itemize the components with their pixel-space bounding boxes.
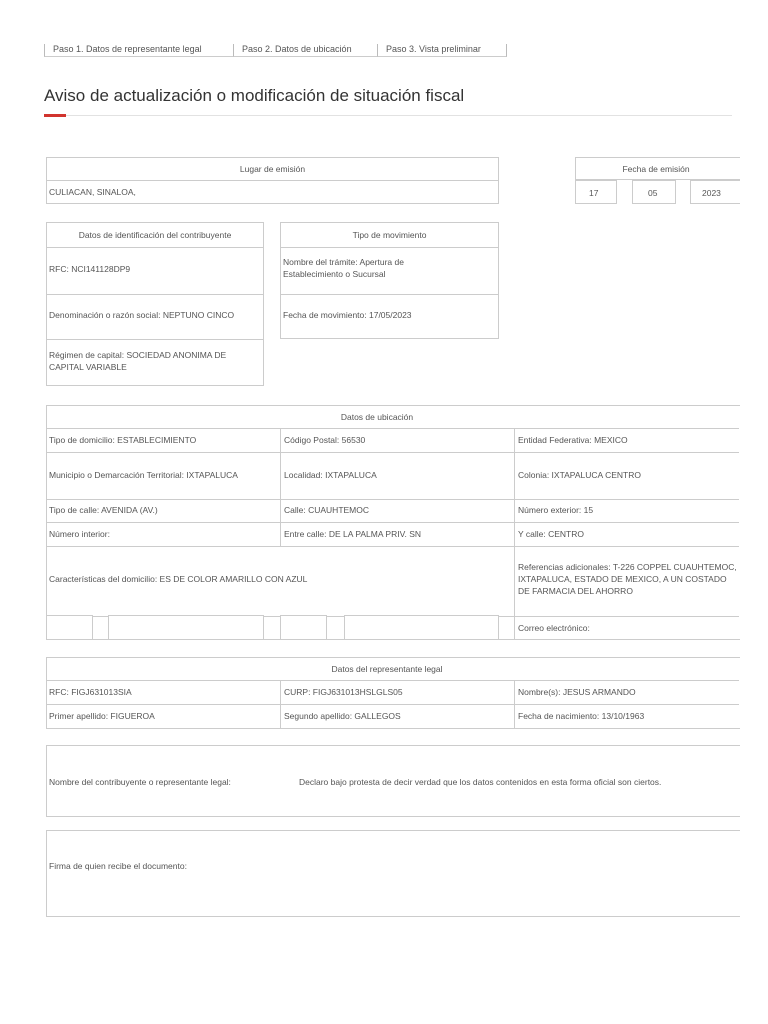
location-header: Datos de ubicación bbox=[340, 412, 414, 422]
location-empty-field bbox=[344, 615, 499, 640]
representative-header: Datos del representante legal bbox=[331, 664, 443, 674]
emission-place-value: CULIACAN, SINALOA, bbox=[49, 187, 136, 197]
emission-day: 17 bbox=[589, 188, 599, 198]
location-references: Referencias adicionales: T-226 COPPEL CUAUHTEMOC, IXTAPALUCA, ESTADO DE MEXICO, A UN COSTADO DE FARMACIA DEL AHORRO bbox=[518, 562, 737, 596]
emission-date-header: Fecha de emisión bbox=[622, 164, 690, 174]
location-domicile-type: Tipo de domicilio: ESTABLECIMIENTO bbox=[49, 435, 197, 445]
signature-box bbox=[46, 830, 740, 917]
movement-box bbox=[280, 222, 499, 339]
location-email: Correo electrónico: bbox=[518, 623, 590, 633]
page-title: Aviso de actualización o modificación de situación fiscal bbox=[44, 86, 465, 105]
location-street: Calle: CUAUHTEMOC bbox=[284, 505, 370, 515]
movement-date: Fecha de movimiento: 17/05/2023 bbox=[283, 310, 412, 320]
location-locality: Localidad: IXTAPALUCA bbox=[284, 470, 377, 480]
representative-box bbox=[46, 657, 740, 729]
location-box bbox=[46, 405, 740, 640]
tab-step-1[interactable]: Paso 1. Datos de representante legal bbox=[44, 44, 234, 57]
emission-year-box bbox=[690, 180, 740, 204]
emission-day-box bbox=[575, 180, 617, 204]
emission-month: 05 bbox=[648, 188, 658, 198]
location-empty-field bbox=[108, 615, 264, 640]
title-divider bbox=[44, 115, 732, 116]
representative-second-surname: Segundo apellido: GALLEGOS bbox=[284, 711, 401, 721]
location-postal-code: Código Postal: 56530 bbox=[284, 435, 366, 445]
representative-rfc: RFC: FIGJ631013SIA bbox=[49, 687, 132, 697]
location-street-type: Tipo de calle: AVENIDA (AV.) bbox=[49, 505, 158, 515]
representative-names: Nombre(s): JESUS ARMANDO bbox=[518, 687, 636, 697]
representative-birth-date: Fecha de nacimiento: 13/10/1963 bbox=[518, 711, 645, 721]
location-state: Entidad Federativa: MEXICO bbox=[518, 435, 628, 445]
emission-month-box bbox=[632, 180, 676, 204]
declaration-label: Nombre del contribuyente o representante legal: bbox=[49, 777, 231, 787]
taxpayer-regime: Régimen de capital: SOCIEDAD ANONIMA DE CAPITAL VARIABLE bbox=[49, 350, 227, 372]
taxpayer-name: Denominación o razón social: NEPTUNO CINCO bbox=[49, 310, 235, 320]
representative-curp: CURP: FIGJ631013HSLGLS05 bbox=[284, 687, 403, 697]
location-int-number: Número interior: bbox=[49, 529, 110, 539]
location-ext-number: Número exterior: 15 bbox=[518, 505, 594, 515]
location-between-street: Entre calle: DE LA PALMA PRIV. SN bbox=[284, 529, 422, 539]
location-features: Características del domicilio: ES DE COLOR AMARILLO CON AZUL bbox=[49, 574, 308, 584]
emission-place-box bbox=[46, 157, 499, 204]
location-empty-field bbox=[46, 615, 93, 640]
emission-year: 2023 bbox=[702, 188, 721, 198]
signature-label: Firma de quien recibe el documento: bbox=[49, 861, 187, 871]
taxpayer-box bbox=[46, 222, 264, 386]
tab-step-2[interactable]: Paso 2. Datos de ubicación bbox=[234, 44, 378, 57]
location-and-street: Y calle: CENTRO bbox=[518, 529, 584, 539]
emission-place-header: Lugar de emisión bbox=[239, 164, 306, 174]
taxpayer-header: Datos de identificación del contribuyente bbox=[78, 230, 232, 240]
taxpayer-rfc: RFC: NCI141128DP9 bbox=[49, 264, 131, 274]
movement-procedure: Nombre del trámite: Apertura de Establecimiento o Sucursal bbox=[283, 257, 404, 279]
location-empty-field bbox=[280, 615, 327, 640]
declaration-text: Declaro bajo protesta de decir verdad que los datos contenidos en esta forma oficial son ciertos. bbox=[299, 777, 662, 787]
tab-step-3[interactable]: Paso 3. Vista preliminar bbox=[378, 44, 507, 57]
declaration-box bbox=[46, 745, 740, 817]
location-colony: Colonia: IXTAPALUCA CENTRO bbox=[518, 470, 641, 480]
movement-header: Tipo de movimiento bbox=[352, 230, 427, 240]
emission-date-box bbox=[575, 157, 740, 180]
representative-first-surname: Primer apellido: FIGUEROA bbox=[49, 711, 155, 721]
title-accent-bar bbox=[44, 114, 66, 117]
location-municipality: Municipio o Demarcación Territorial: IXTAPALUCA bbox=[49, 470, 238, 480]
